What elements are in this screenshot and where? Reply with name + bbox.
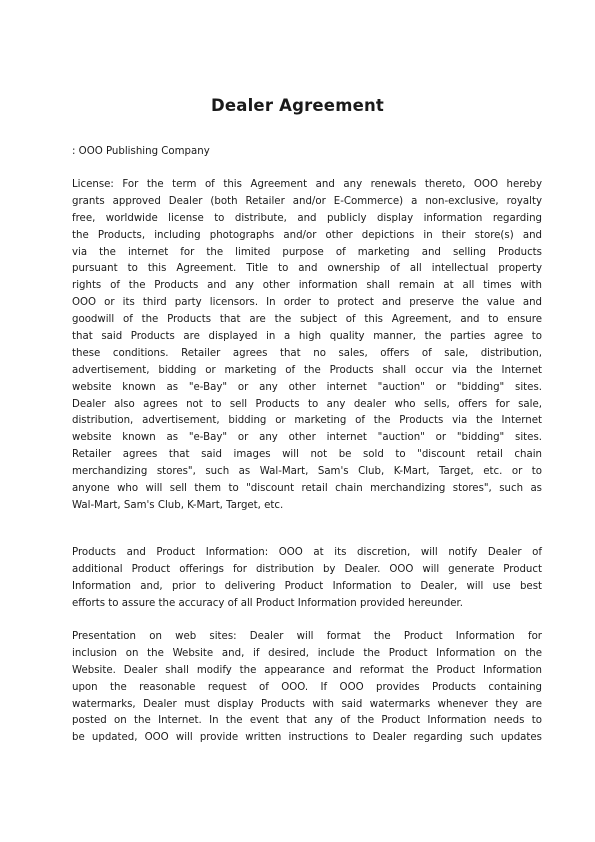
paragraph-line: Wal-Mart, Sam's Club, K-Mart, Target, etc. xyxy=(72,499,284,511)
paragraph-line: distribution, advertisement, bidding or marketing of the Products via the Internet xyxy=(72,415,542,427)
paragraph-line: rights of the Products and any other information shall remain at all times with xyxy=(72,280,542,292)
paragraph-line: goodwill of the Products that are the subject of this Agreement, and to ensure xyxy=(72,314,542,326)
paragraph-line: efforts to assure the accuracy of all Product Information provided hereunder. xyxy=(72,597,464,609)
paragraph-line: Retailer agrees that said images will not be sold to "discount retail chain xyxy=(72,449,542,461)
paragraph-line: watermarks, Dealer must display Products with said watermarks whenever they are xyxy=(72,698,542,710)
paragraph-line: additional Product offerings for distribution by Dealer. OOO will generate Product xyxy=(72,563,542,575)
paragraph-line: be updated, OOO will provide written instructions to Dealer regarding such updates xyxy=(72,732,542,744)
paragraph-line: anyone who will sell them to "discount retail chain merchandizing stores", such as xyxy=(72,483,542,495)
paragraph-line: Information and, prior to delivering Product Information to Dealer, will use best xyxy=(72,580,542,592)
paragraph-line: website known as "e-Bay" or any other internet "auction" or "bidding" sites. xyxy=(72,432,542,444)
paragraph-line: upon the reasonable request of OOO. If OOO provides Products containing xyxy=(72,681,542,693)
paragraph-line: Dealer also agrees not to sell Products to any dealer who sells, offers for sale, xyxy=(72,398,542,410)
paragraph-line: merchandizing stores", such as Wal-Mart, Sam's Club, K-Mart, Target, etc. or to xyxy=(72,466,542,478)
paragraph-line: advertisement, bidding or marketing of the Products shall occur via the Internet xyxy=(72,364,542,376)
paragraph-line: License: For the term of this Agreement and any renewals thereto, OOO hereby xyxy=(72,179,542,190)
paragraph-license xyxy=(72,177,542,515)
paragraph-line: pursuant to this Agreement. Title to and ownership of all intellectual property xyxy=(72,263,542,275)
paragraph-presentation-on-web-sites xyxy=(72,629,542,747)
paragraph-line: the Products, including photographs and/or other depictions in their store(s) and xyxy=(72,229,542,241)
paragraph-line: website known as "e-Bay" or any other internet "auction" or "bidding" sites. xyxy=(72,381,542,393)
paragraph-line: free, worldwide license to distribute, and publicly display information regarding xyxy=(72,212,542,224)
paragraph-line: inclusion on the Website and, if desired, include the Product Information on the xyxy=(72,647,542,659)
paragraph-line: these conditions. Retailer agrees that no sales, offers of sale, distribution, xyxy=(72,347,542,359)
paragraph-line: Presentation on web sites: Dealer will format the Product Information for xyxy=(72,631,542,642)
paragraph-line: posted on the Internet. In the event that any of the Product Information needs to xyxy=(72,715,542,727)
paragraph-line: Products and Product Information: OOO at its discretion, will notify Dealer of xyxy=(72,547,542,558)
paragraph-line: Website. Dealer shall modify the appearance and reformat the Product Information xyxy=(72,664,542,676)
paragraph-product-information xyxy=(72,545,542,613)
paragraph-line: that said Products are displayed in a high quality manner, the parties agree to xyxy=(72,331,542,343)
paragraph-line: via the internet for the limited purpose of marketing and selling Products xyxy=(72,246,542,258)
paragraph-line: grants approved Dealer (both Retailer and/or E-Commerce) a non-exclusive, royalty xyxy=(72,195,542,207)
document-title: Dealer Agreement xyxy=(210,96,385,115)
company-line: : OOO Publishing Company xyxy=(72,146,210,157)
paragraph-line: OOO or its third party licensors. In order to protect and preserve the value and xyxy=(72,297,542,309)
